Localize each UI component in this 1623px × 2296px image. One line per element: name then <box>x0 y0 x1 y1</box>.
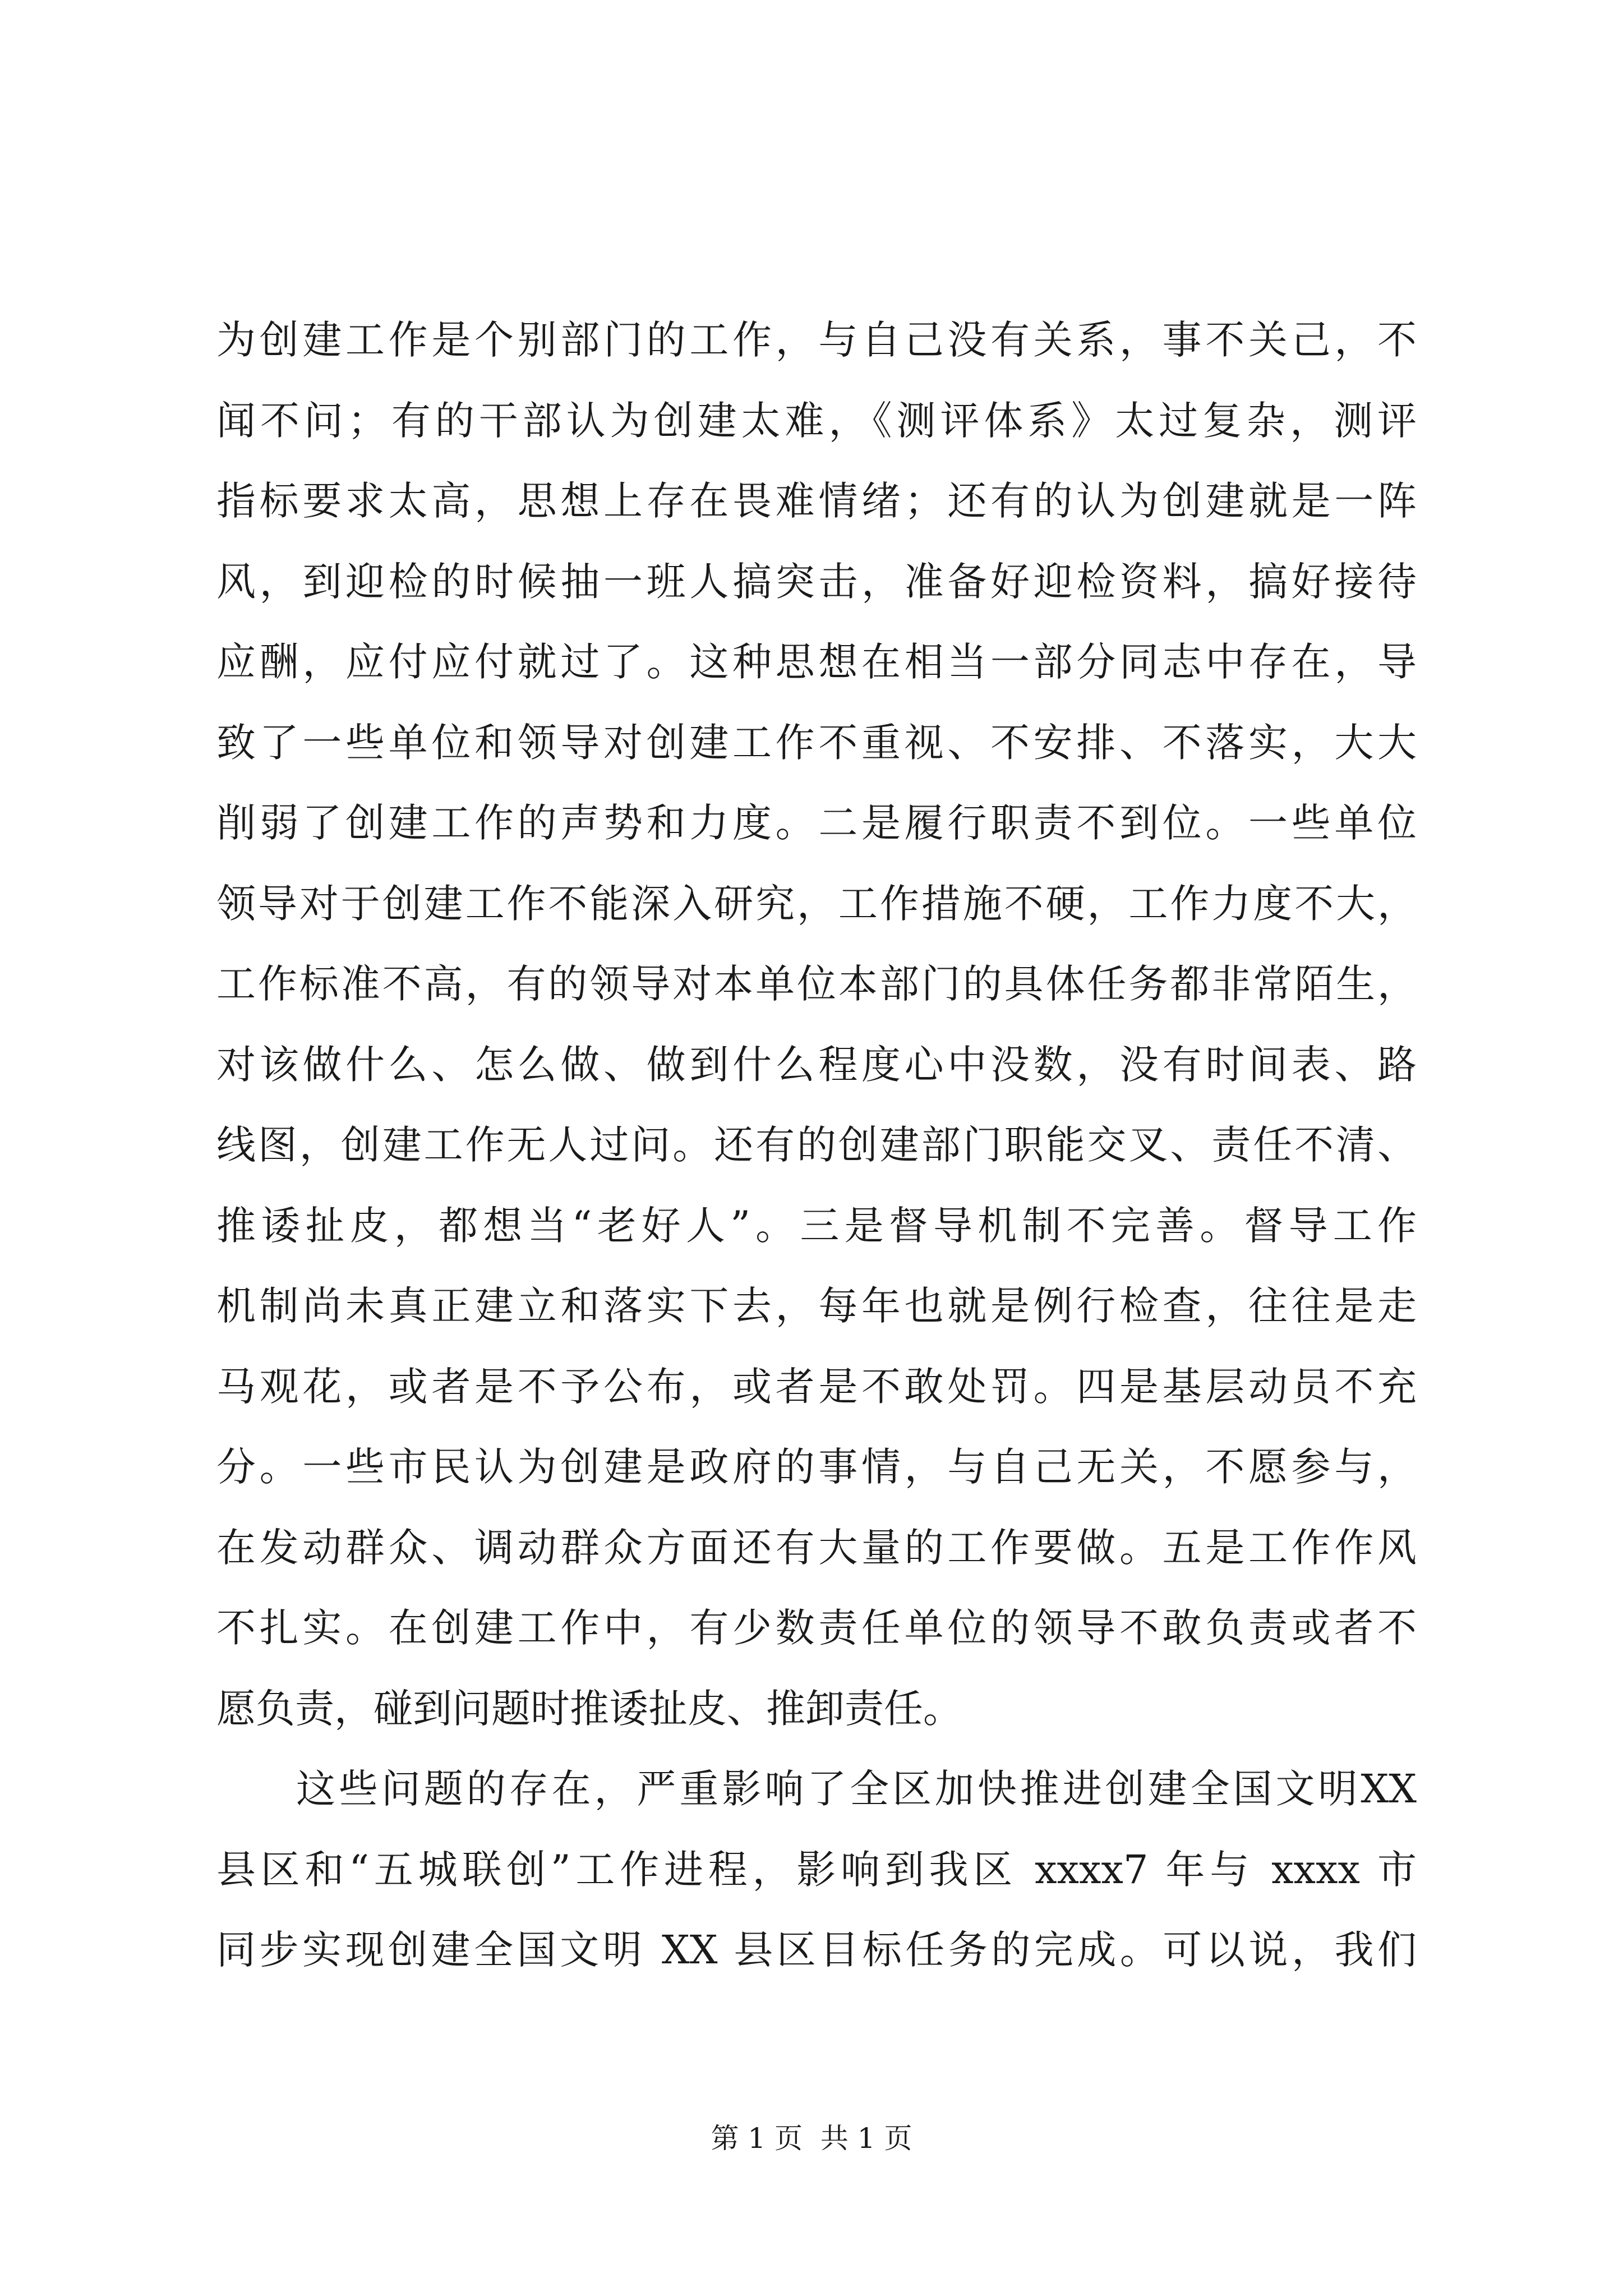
text-line: 同步实现创建全国文明 XX 县区目标任务的完成。可以说，我们 <box>216 1927 1417 1973</box>
text-line: 致了一些单位和领导对创建工作不重视、不安排、不落实，大大 <box>216 719 1417 766</box>
text-line: 推诿扯皮，都想当“老好人”。三是督导机制不完善。督导工作 <box>216 1202 1417 1249</box>
text-line: 这些问题的存在，严重影响了全区加快推进创建全国文明XX <box>296 1766 1417 1812</box>
text-line: 马观花，或者是不予公布，或者是不敢处罚。四是基层动员不充 <box>216 1363 1417 1410</box>
text-line: 为创建工作是个别部门的工作，与自己没有关系，事不关己，不 <box>216 317 1417 363</box>
text-line: 对该做什么、怎么做、做到什么程度心中没数，没有时间表、路 <box>216 1041 1417 1088</box>
text-line: 指标要求太高，思想上存在畏难情绪；还有的认为创建就是一阵 <box>216 478 1417 524</box>
page-number-footer: 第 1 页 共 1 页 <box>711 2122 912 2155</box>
text-line: 不扎实。在创建工作中，有少数责任单位的领导不敢负责或者不 <box>216 1605 1417 1651</box>
text-line: 机制尚未真正建立和落实下去，每年也就是例行检查，往往是走 <box>216 1283 1417 1329</box>
text-line: 县区和“五城联创”工作进程，影响到我区 xxxx7 年与 xxxx 市 <box>216 1846 1417 1893</box>
text-line: 削弱了创建工作的声势和力度。二是履行职责不到位。一些单位 <box>216 800 1417 846</box>
text-line: 工作标准不高，有的领导对本单位本部门的具体任务都非常陌生， <box>216 961 1417 1007</box>
text-line: 愿负责，碰到问题时推诿扯皮、推卸责任。 <box>216 1685 962 1732</box>
text-line: 应酬，应付应付就过了。这种思想在相当一部分同志中存在，导 <box>216 639 1417 685</box>
body-text <box>216 300 1417 1991</box>
text-line: 在发动群众、调动群众方面还有大量的工作要做。五是工作作风 <box>216 1524 1417 1571</box>
text-line: 分。一些市民认为创建是政府的事情，与自己无关，不愿参与， <box>216 1444 1417 1490</box>
text-line: 领导对于创建工作不能深入研究，工作措施不硬，工作力度不大， <box>216 880 1417 927</box>
text-line: 闻不问；有的干部认为创建太难，《测评体系》太过复杂，测评 <box>216 397 1417 444</box>
text-line: 风，到迎检的时候抽一班人搞突击，准备好迎检资料，搞好接待 <box>216 558 1417 605</box>
text-line: 线图，创建工作无人过问。还有的创建部门职能交叉、责任不清、 <box>216 1122 1417 1168</box>
